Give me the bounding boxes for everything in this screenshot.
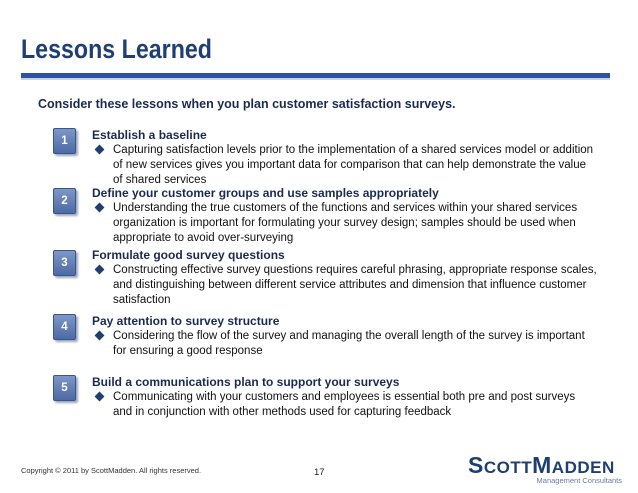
logo-text-cott: COTT [483,458,533,477]
lesson-heading: Establish a baseline [92,128,207,142]
lesson-heading: Build a communications plan to support your surveys [92,375,400,389]
intro-text: Consider these lessons when you plan customer satisfaction surveys. [38,97,456,111]
page-number: 17 [314,467,325,478]
diamond-bullet-icon [95,392,105,402]
number-badge: 3 [53,250,76,276]
bullet-text: Understanding the true customers of the functions and services within your shared services organization is important for formulating your survey design; samples should be used when appropriate to avoid over-surveying [113,202,578,244]
logo-text-adden: ADDEN [551,458,615,477]
diamond-bullet-icon [95,203,105,213]
copyright-text: Copyright © 2011 by ScottMadden. All rights reserved. [21,466,202,475]
logo-tagline: Management Consultants [536,476,622,485]
lesson-heading: Define your customer groups and use samples appropriately [92,186,439,200]
number-badge: 5 [53,375,76,401]
diamond-bullet-icon [95,145,105,155]
logo-letter-s: S [468,452,484,478]
page-title: Lessons Learned [21,34,212,64]
bullet-text: Considering the flow of the survey and managing the overall length of the survey is important for ensuring a good response [113,330,585,357]
logo-letter-m: M [532,452,552,478]
company-logo [468,452,628,486]
lesson-heading: Pay attention to survey structure [92,314,280,328]
diamond-bullet-icon [95,331,105,341]
lesson-heading: Formulate good survey questions [92,248,285,262]
number-badge: 2 [53,188,76,214]
diamond-bullet-icon [95,265,105,275]
logo-wordmark [468,452,615,479]
number-badge: 4 [53,314,76,340]
bullet-text: Capturing satisfaction levels prior to the implementation of a shared services model or addition of new services gives you important data for comparison that can help demonstrate the value of shared services [113,144,594,186]
bullet-text: Constructing effective survey questions requires careful phrasing, appropriate response scales, and distinguishing between different service attributes and dimension that influence customer satisfaction [113,264,597,306]
number-badge: 1 [53,128,76,154]
bullet-text: Communicating with your customers and employees is essential both pre and post surveys and in conjunction with other methods used for capturing feedback [113,391,576,418]
